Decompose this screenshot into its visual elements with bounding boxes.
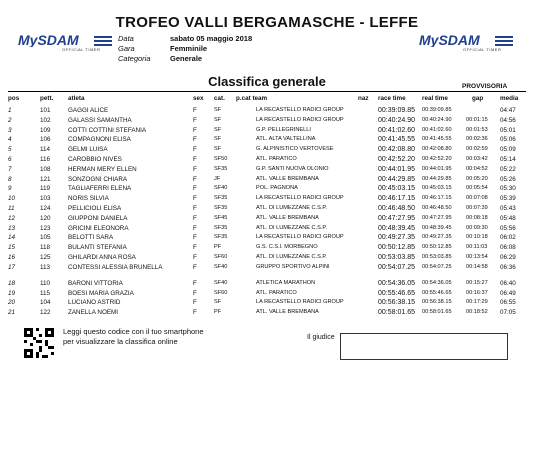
logo-subtitle: OFFICIAL TIMER (463, 47, 502, 52)
cell-pos: 6 (8, 155, 12, 163)
cell-athlete-name: CONTESSI ALESSIA BRUNELLA (68, 263, 163, 271)
judge-signature-box (340, 333, 508, 360)
cell-pett: 121 (40, 175, 51, 183)
table-row (0, 308, 534, 318)
status-badge: PROVVISORIA (462, 83, 508, 90)
cell-pace: 05:48 (500, 214, 516, 222)
cell-category: SF (214, 107, 222, 113)
cell-athlete-name: NORIS SILVIA (68, 195, 109, 203)
cell-pos: 16 (8, 253, 16, 261)
cell-gap: 00:17:29 (466, 299, 488, 306)
cell-athlete-name: GAGGI ALICE (68, 107, 109, 114)
cell-race-time: 00:54:36.05 (378, 279, 415, 287)
column-header-atleta: atleta (68, 95, 85, 102)
qr-code-icon[interactable] (24, 328, 54, 358)
cell-category: SF35 (214, 234, 228, 241)
cell-athlete-name: COTTI COTTINI STEFANIA (68, 126, 147, 134)
cell-pett: 110 (40, 279, 51, 287)
cell-sex: F (193, 253, 197, 261)
cell-team: ATL. VALLE BREMBANA (256, 309, 319, 316)
cell-sex: F (193, 204, 197, 212)
cell-real-time: 00:54:36.05 (422, 279, 452, 286)
table-row (0, 243, 534, 253)
cell-sex: F (193, 126, 197, 134)
cell-team: ATL. DI LUMEZZANE C.S.P. (256, 224, 327, 231)
cell-category: SF35 (214, 195, 228, 202)
table-row (0, 165, 534, 175)
column-header-sex: sex (193, 95, 204, 102)
cell-real-time: 00:56:38.15 (422, 299, 452, 306)
cell-race-time: 00:46:48.50 (378, 204, 415, 212)
logo-subtitle: OFFICIAL TIMER (62, 47, 101, 52)
table-row (0, 204, 534, 214)
cell-pett: 115 (40, 289, 51, 297)
table-row (0, 126, 534, 136)
cell-pace: 06:40 (500, 279, 516, 287)
cell-team: LA RECASTELLO RADICI GROUP (256, 107, 344, 113)
cell-pos: 2 (8, 116, 12, 124)
cell-sex: F (193, 214, 197, 222)
cell-real-time: 00:50:12.85 (422, 244, 452, 251)
cell-pace: 04:47 (500, 107, 516, 114)
meta-label: Data (118, 34, 134, 43)
cell-pos: 1 (8, 107, 12, 114)
cell-team: ATL. DI LUMEZZANE C.S.P. (256, 204, 327, 211)
cell-real-time: 00:48:39.45 (422, 224, 452, 231)
cell-athlete-name: BOESI MARIA GRAZIA (68, 289, 134, 297)
cell-team: ATL. PARATICO (256, 155, 297, 162)
cell-athlete-name: SONZOGNI CHIARA (68, 175, 128, 183)
cell-category: SF35 (214, 224, 228, 231)
cell-team: G.P. SANTI NUOVA OLONIO (256, 165, 329, 172)
cell-pos: 4 (8, 136, 12, 144)
cell-category: SF (214, 299, 222, 306)
cell-category: SF35 (214, 204, 228, 211)
cell-race-time: 00:40:24.90 (378, 116, 415, 124)
cell-pace: 05:14 (500, 155, 516, 163)
cell-gap: 00:05:54 (466, 185, 488, 192)
cell-race-time: 00:41:45.55 (378, 136, 415, 144)
cell-pett: 124 (40, 204, 51, 212)
logo-wordmark: MySDAM (419, 33, 480, 47)
cell-pace: 05:26 (500, 175, 516, 183)
column-header-cat: cat. (214, 95, 225, 102)
cell-athlete-name: HERMAN MERY ELLEN (68, 165, 137, 173)
cell-gap: 00:13:54 (466, 253, 488, 260)
cell-gap: 00:01:15 (466, 116, 488, 123)
cell-sex: F (193, 263, 197, 271)
cell-race-time: 00:48:39.45 (378, 224, 415, 232)
cell-real-time: 00:47:27.95 (422, 214, 452, 221)
header-divider (8, 91, 526, 92)
cell-athlete-name: BULANTI STEFANIA (68, 244, 127, 252)
cell-athlete-name: ZANELLA NOEMI (68, 309, 119, 317)
cell-team: G.P. PELLEGRINELLI (256, 126, 311, 133)
cell-pos: 13 (8, 224, 16, 232)
cell-race-time: 00:50:12.85 (378, 244, 415, 252)
cell-pett: 125 (40, 253, 51, 261)
table-row (0, 233, 534, 243)
cell-pace: 06:08 (500, 244, 516, 252)
results-table-header (0, 95, 534, 105)
cell-sex: F (193, 289, 197, 297)
cell-sex: F (193, 136, 197, 144)
cell-pett: 116 (40, 155, 51, 163)
cell-gap: 00:18:52 (466, 309, 488, 316)
cell-real-time: 00:55:46.65 (422, 289, 452, 296)
cell-sex: F (193, 195, 197, 203)
column-header-race-time: race time (378, 95, 406, 102)
results-table-body (0, 106, 534, 318)
cell-athlete-name: BARONI VITTORIA (68, 279, 123, 287)
column-header-media: media (500, 95, 519, 102)
meta-row-gara (118, 44, 252, 54)
cell-sex: F (193, 165, 197, 173)
cell-gap: 00:09:30 (466, 224, 488, 231)
cell-athlete-name: GHILARDI ANNA ROSA (68, 253, 136, 261)
cell-race-time: 00:44:29.85 (378, 175, 415, 183)
table-row (0, 214, 534, 224)
cell-team: ATL. VALLE BREMBANA (256, 175, 319, 182)
table-row (0, 298, 534, 308)
cell-race-time: 00:42:52.20 (378, 155, 415, 163)
cell-team: POL. PAGNONA (256, 185, 298, 192)
cell-athlete-name: BELOTTI SARA (68, 234, 114, 242)
cell-race-time: 00:58:01.65 (378, 309, 415, 317)
column-header-pos: pos (8, 95, 20, 102)
cell-sex: F (193, 279, 197, 287)
cell-pace: 06:49 (500, 289, 516, 297)
cell-race-time: 00:44:01.95 (378, 165, 415, 173)
cell-pace: 05:56 (500, 224, 516, 232)
cell-sex: F (193, 155, 197, 163)
cell-pos: 12 (8, 214, 16, 222)
cell-pace: 06:29 (500, 253, 516, 261)
cell-category: PF (214, 309, 222, 316)
table-row (0, 135, 534, 145)
cell-team: G. ALPINISTICO VERTOVESE (256, 146, 334, 153)
cell-sex: F (193, 116, 197, 124)
cell-race-time: 00:54:07.25 (378, 263, 415, 271)
cell-category: JF (214, 175, 221, 182)
cell-pett: 101 (40, 107, 51, 114)
cell-real-time: 00:44:01.95 (422, 165, 452, 172)
cell-real-time: 00:42:52.20 (422, 155, 452, 162)
cell-gap: 00:03:42 (466, 155, 488, 162)
cell-athlete-name: GALASSI SAMANTHA (68, 116, 132, 124)
cell-pett: 118 (40, 244, 51, 252)
cell-pace: 06:55 (500, 299, 516, 307)
cell-gap: 00:16:37 (466, 289, 488, 296)
cell-real-time: 00:45:03.15 (422, 185, 452, 192)
table-row (0, 279, 534, 289)
cell-gap: 00:14:58 (466, 263, 488, 270)
race-meta (118, 34, 252, 64)
cell-team: ATL. ALTA VALTELLINA (256, 136, 316, 143)
cell-gap: 00:15:27 (466, 279, 488, 286)
cell-category: SF60 (214, 253, 228, 260)
column-header-real-time: real time (422, 95, 448, 102)
mysdam-logo-icon (18, 33, 118, 47)
cell-race-time: 00:49:27.35 (378, 234, 415, 242)
cell-athlete-name: GRICINI ELEONORA (68, 224, 129, 232)
cell-athlete-name: LUCIANO ASTRID (68, 299, 121, 307)
cell-category: SF (214, 136, 222, 143)
cell-race-time: 00:56:38.15 (378, 299, 415, 307)
cell-pos: 8 (8, 175, 12, 183)
cell-sex: F (193, 299, 197, 307)
table-row (0, 224, 534, 234)
cell-pett: 105 (40, 234, 51, 242)
cell-real-time: 00:39:09.85 (422, 107, 452, 113)
cell-sex: F (193, 175, 197, 183)
cell-category: SF50 (214, 155, 228, 162)
cell-gap: 00:11:03 (466, 244, 488, 251)
table-row (0, 106, 534, 116)
cell-race-time: 00:53:03.85 (378, 253, 415, 261)
cell-pace: 05:22 (500, 165, 516, 173)
cell-pace: 05:30 (500, 185, 516, 193)
cell-pace: 05:06 (500, 136, 516, 144)
cell-real-time: 00:41:45.55 (422, 136, 452, 143)
cell-real-time: 00:54:07.25 (422, 263, 452, 270)
cell-pos: 5 (8, 146, 12, 154)
cell-pos: 19 (8, 289, 16, 297)
cell-real-time: 00:40:24.90 (422, 116, 452, 123)
cell-pace: 07:05 (500, 309, 516, 317)
table-row (0, 155, 534, 165)
cell-gap: 00:07:39 (466, 204, 488, 211)
cell-sex: F (193, 146, 197, 154)
cell-pett: 103 (40, 195, 51, 203)
cell-real-time: 00:53:03.85 (422, 253, 452, 260)
cell-race-time: 00:41:02.60 (378, 126, 415, 134)
cell-pett: 108 (40, 165, 51, 173)
cell-athlete-name: PELLICIOLI ELISA (68, 204, 122, 212)
cell-pos: 10 (8, 195, 16, 203)
cell-pace: 04:56 (500, 116, 516, 124)
cell-category: PF (214, 244, 222, 251)
cell-real-time: 00:49:27.35 (422, 234, 452, 241)
cell-category: SF40 (214, 263, 228, 270)
meta-label: Gara (118, 44, 135, 53)
cell-team: ATL. DI LUMEZZANE C.S.P. (256, 253, 327, 260)
cell-gap: 00:02:36 (466, 136, 488, 143)
table-row (0, 263, 534, 279)
section-title: Classifica generale (208, 74, 326, 89)
cell-pace: 05:43 (500, 204, 516, 212)
cell-race-time: 00:47:27.95 (378, 214, 415, 222)
cell-pos: 21 (8, 309, 16, 317)
cell-pos: 20 (8, 299, 16, 307)
cell-sex: F (193, 234, 197, 242)
cell-category: SF60 (214, 289, 228, 296)
cell-pace: 06:02 (500, 234, 516, 242)
table-row (0, 253, 534, 263)
cell-team: LA RECASTELLO RADICI GROUP (256, 234, 344, 241)
cell-pos: 18 (8, 279, 16, 287)
cell-race-time: 00:45:03.15 (378, 185, 415, 193)
table-row (0, 145, 534, 155)
cell-real-time: 00:44:29.85 (422, 175, 452, 182)
cell-pett: 120 (40, 214, 51, 222)
cell-pett: 119 (40, 185, 51, 193)
cell-team: G.S. C.S.I. MORBEGNO (256, 244, 318, 251)
cell-athlete-name: GELMI LUISA (68, 146, 108, 154)
cell-race-time: 00:55:46.65 (378, 289, 415, 297)
cell-real-time: 00:58:01.65 (422, 309, 452, 316)
cell-athlete-name: TAGLIAFERRI ELENA (68, 185, 132, 193)
mysdam-logo-right (419, 33, 519, 53)
cell-real-time: 00:41:02.60 (422, 126, 452, 133)
meta-label: Categoria (118, 54, 151, 63)
cell-pett: 102 (40, 116, 51, 124)
cell-category: SF45 (214, 214, 228, 221)
meta-value: Femminile (170, 44, 208, 53)
column-header-naz: naz (358, 95, 369, 102)
cell-sex: F (193, 224, 197, 232)
table-row (0, 184, 534, 194)
cell-category: SF35 (214, 165, 228, 172)
cell-pos: 17 (8, 263, 16, 271)
cell-pos: 14 (8, 234, 16, 242)
logo-wordmark: MySDAM (18, 33, 79, 47)
cell-pett: 123 (40, 224, 51, 232)
cell-pett: 106 (40, 136, 51, 144)
cell-pace: 05:01 (500, 126, 516, 134)
cell-sex: F (193, 185, 197, 193)
cell-pett: 114 (40, 146, 51, 154)
cell-gap: 00:07:08 (466, 195, 488, 202)
cell-team: ATLETICA MARATHON (256, 279, 316, 286)
meta-value: Generale (170, 54, 203, 63)
cell-pett: 113 (40, 263, 51, 271)
cell-team: ATL. PARATICO (256, 289, 297, 296)
cell-pace: 05:39 (500, 195, 516, 203)
column-header-gap: gap (472, 95, 484, 102)
cell-sex: F (193, 309, 197, 317)
cell-category: SF40 (214, 185, 228, 192)
cell-pett: 122 (40, 309, 51, 317)
mysdam-logo-icon (419, 33, 519, 47)
table-row (0, 194, 534, 204)
cell-team: GRUPPO SPORTIVO ALPINI (256, 263, 330, 270)
cell-category: SF (214, 116, 222, 123)
meta-row-data (118, 34, 252, 44)
cell-pos: 11 (8, 204, 15, 212)
cell-pett: 104 (40, 299, 51, 307)
cell-pett: 109 (40, 126, 51, 134)
cell-pos: 9 (8, 185, 12, 193)
cell-sex: F (193, 244, 197, 252)
cell-real-time: 00:42:08.80 (422, 146, 452, 153)
table-row (0, 116, 534, 126)
cell-gap: 00:02:59 (466, 146, 488, 153)
cell-gap: 00:05:20 (466, 175, 488, 182)
cell-team: LA RECASTELLO RADICI GROUP (256, 116, 344, 123)
table-row (0, 175, 534, 185)
cell-real-time: 00:46:17.15 (422, 195, 452, 202)
cell-race-time: 00:42:08.80 (378, 146, 415, 154)
page-title: TROFEO VALLI BERGAMASCHE - LEFFE (115, 14, 419, 31)
column-header-pcat-team: p.cat team (236, 95, 268, 102)
mysdam-logo-left (18, 33, 118, 53)
cell-category: SF (214, 146, 222, 153)
cell-race-time: 00:46:17.15 (378, 195, 415, 203)
cell-category: SF40 (214, 279, 228, 286)
cell-pos: 3 (8, 126, 12, 134)
cell-category: SF (214, 126, 222, 133)
cell-team: LA RECASTELLO RADICI GROUP (256, 299, 344, 306)
cell-gap: 00:01:53 (466, 126, 488, 133)
cell-team: LA RECASTELLO RADICI GROUP (256, 195, 344, 202)
cell-gap: 00:08:18 (466, 214, 488, 221)
column-header-pett: pett. (40, 95, 54, 102)
cell-pace: 05:09 (500, 146, 516, 154)
judge-label: Il giudice (307, 334, 335, 341)
cell-pos: 7 (8, 165, 12, 173)
cell-race-time: 00:39:09.85 (378, 107, 415, 114)
table-row (0, 289, 534, 299)
cell-pace: 06:36 (500, 263, 516, 271)
cell-pos: 15 (8, 244, 16, 252)
cell-athlete-name: COMPAGNONI ELISA (68, 136, 131, 144)
cell-team: ATL. VALLE BREMBANA (256, 214, 319, 221)
cell-sex: F (193, 107, 197, 114)
cell-gap: 00:04:52 (466, 165, 488, 172)
cell-athlete-name: CAROBBIO NIVES (68, 155, 122, 163)
meta-row-categoria (118, 54, 252, 64)
meta-value: sabato 05 maggio 2018 (170, 34, 253, 43)
cell-gap: 00:10:18 (466, 234, 488, 241)
cell-athlete-name: GIUPPONI DANIELA (68, 214, 128, 222)
cell-real-time: 00:46:48.50 (422, 204, 452, 211)
qr-instructions: Leggi questo codice con il tuo smartphone per visualizzare la classifica online (63, 327, 204, 346)
